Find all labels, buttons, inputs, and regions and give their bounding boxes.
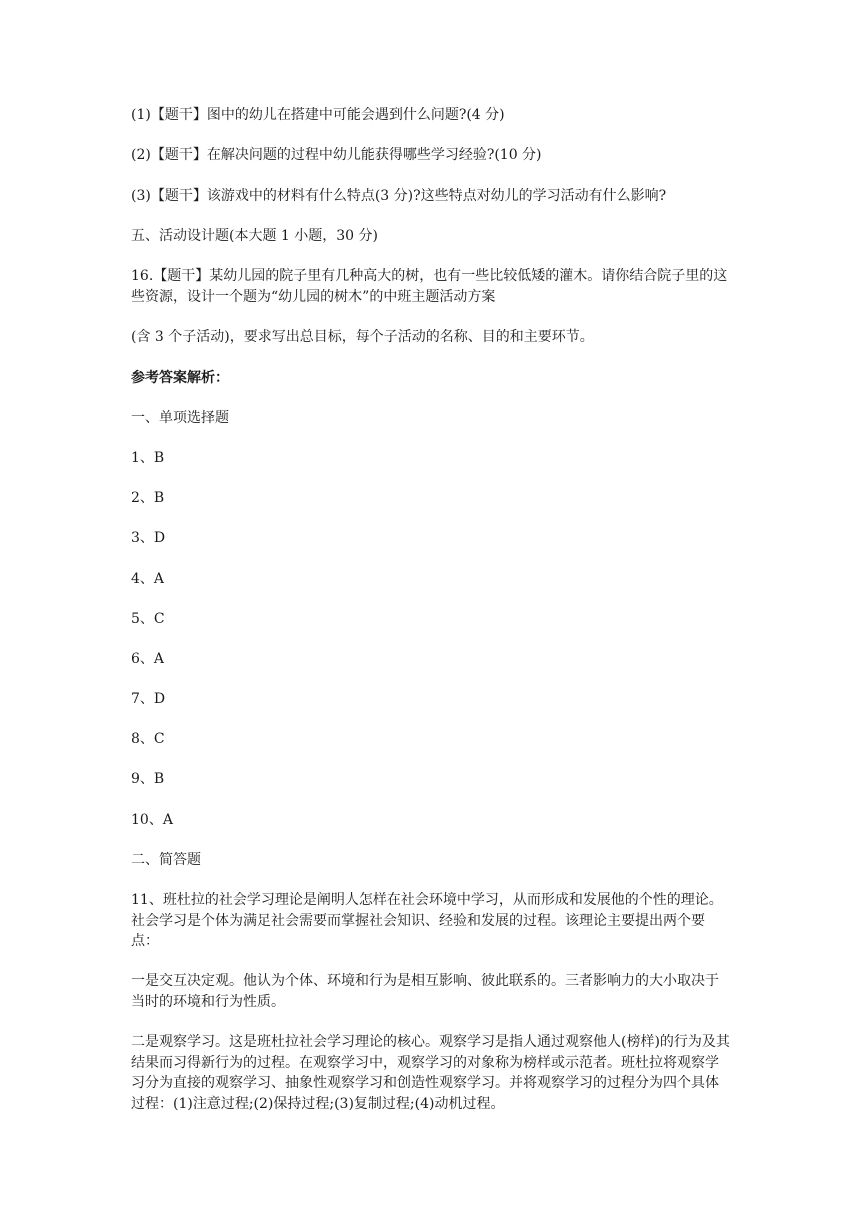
answer-item: 3、D: [131, 530, 166, 546]
answer-item: 9、B: [131, 771, 165, 787]
section-heading-short-answer: 二、简答题: [131, 852, 201, 868]
section-heading-activity-design: 五、活动设计题(本大题 1 小题，30 分): [131, 228, 378, 244]
answer-11-point-1: 一是交互决定观。他认为个体、环境和行为是相互影响、彼此联系的。三者影响力的大小取决于当时的环境和行为性质。: [131, 973, 719, 1010]
answer-item: 1、B: [131, 450, 165, 466]
question-15-part-3: (3)【题干】该游戏中的材料有什么特点(3 分)?这些特点对幼儿的学习活动有什么影响?: [131, 188, 667, 204]
question-15-part-1: (1)【题干】图中的幼儿在搭建中可能会遇到什么问题?(4 分): [131, 107, 505, 123]
answer-11-point-2: 二是观察学习。这是班杜拉社会学习理论的核心。观察学习是指人通过观察他人(榜样)的行为及其结果而习得新行为的过程。在观察学习中，观察学习的对象称为榜样或示范者。班杜拉将观察学习分为直接的观察学习、抽象性观察学习和创造性观察学习。并将观察学习的过程分为四个具体过程：(1)注意过程;(2)保持过程;(3)复制过程;(4)动机过程。: [131, 1034, 730, 1112]
answer-item: 5、C: [131, 611, 165, 627]
answer-item: 4、A: [131, 571, 165, 587]
question-15-part-2: (2)【题干】在解决问题的过程中幼儿能获得哪些学习经验?(10 分): [131, 147, 542, 163]
section-heading-single-choice: 一、单项选择题: [131, 410, 229, 426]
answers-heading: 参考答案解析：: [131, 370, 229, 386]
answer-item: 2、B: [131, 490, 165, 506]
question-16-requirements: (含 3 个子活动)，要求写出总目标，每个子活动的名称、目的和主要环节。: [131, 329, 594, 345]
answer-item: 7、D: [131, 691, 166, 707]
answer-item: 6、A: [131, 651, 165, 667]
answer-item: 10、A: [131, 812, 173, 828]
answer-item: 8、C: [131, 731, 165, 747]
question-16-stem: 16.【题干】某幼儿园的院子里有几种高大的树，也有一些比较低矮的灌木。请你结合院子里的这些资源，设计一个题为“幼儿园的树木”的中班主题活动方案: [131, 268, 728, 305]
answer-11-intro: 11、班杜拉的社会学习理论是阐明人怎样在社会环境中学习，从而形成和发展他的个性的理论。社会学习是个体为满足社会需要而掌握社会知识、经验和发展的过程。该理论主要提出两个要点：: [131, 892, 723, 949]
